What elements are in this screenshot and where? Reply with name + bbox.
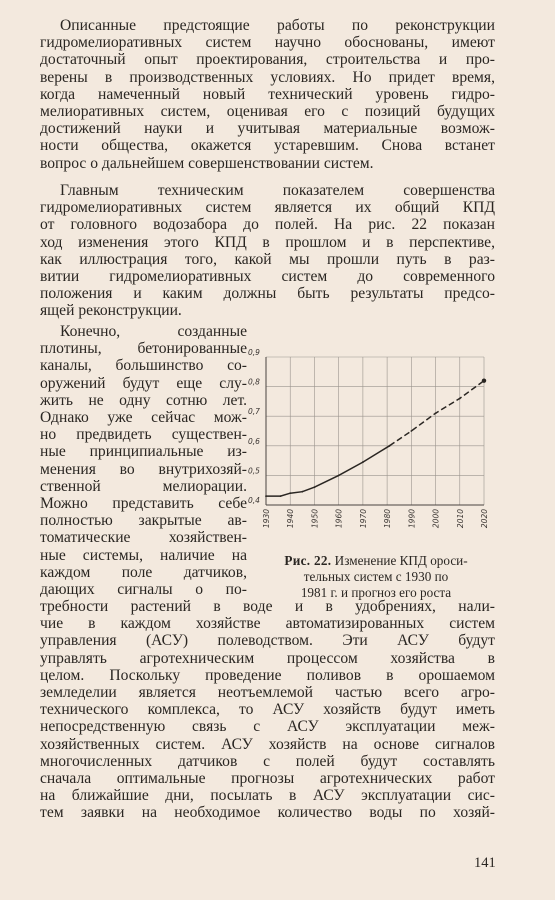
- y-tick-label: 0,8: [248, 377, 260, 387]
- text-line: Однако уже сейчас мож-: [40, 409, 247, 426]
- x-tick-label: 1990: [407, 509, 417, 529]
- text-line: мелиоративных систем, оценивая его с позиций будущих: [40, 103, 495, 120]
- x-tick-label: 1930: [262, 509, 271, 529]
- figure-caption-line-1: Рис. 22. Изменение КПД ороси-: [284, 553, 468, 568]
- data-point: [435, 412, 437, 414]
- text-line: гидромелиоративных систем научно обоснованы, имеют: [40, 34, 495, 52]
- text-line: витии гидромелиоративных систем до современного: [40, 268, 495, 285]
- text-line: когда намеченный новый технический уровень гидро-: [40, 85, 495, 103]
- data-point: [280, 495, 282, 497]
- text-line: каждом поле датчиков,: [40, 563, 247, 581]
- y-axis-ticks: [248, 348, 260, 505]
- data-point: [301, 491, 303, 493]
- x-tick-label: 2020: [480, 509, 489, 529]
- text-line: непосредственную связь с АСУ эксплуатации меж-: [40, 718, 495, 736]
- text-line: требности растений в воде и в удобрениях, нали-: [40, 598, 495, 615]
- x-tick-label: 1980: [383, 509, 393, 529]
- text-line: дающих сигналы о по-: [40, 581, 247, 598]
- end-point-marker: [482, 378, 486, 382]
- data-point: [410, 430, 412, 432]
- text-line: ход изменения этого КПД в прошлом и в перспективе,: [40, 233, 495, 251]
- y-tick-label: 0,6: [248, 436, 260, 446]
- text-line: сначала оптимальные прогнозы агротехнических работ: [40, 770, 495, 787]
- x-tick-label: 1950: [310, 509, 320, 529]
- text-line: ные принципиальные из-: [40, 443, 247, 461]
- data-point: [314, 486, 316, 488]
- text-line: гидромелиоративных систем является их общий КПД: [40, 199, 495, 217]
- page-number: 141: [474, 855, 496, 871]
- text-line: на ближайшие дни, посылать в АСУ эксплуатации сис-: [40, 787, 495, 805]
- text-line: управления (АСУ) полеводством. Эти АСУ будут: [40, 632, 495, 650]
- series-line-solid: [266, 446, 390, 496]
- text-line: ности общества, окажется устаревшим. Снова встанет: [40, 137, 495, 155]
- text-line: Главным техническим показателем совершенства: [60, 182, 495, 199]
- text-line: положения и каким должны быть результаты предсо-: [40, 285, 495, 303]
- text-line: управлять агротехническим процессом хозяйства в: [40, 649, 495, 667]
- data-point: [362, 461, 364, 463]
- y-tick-label: 0,5: [248, 466, 260, 476]
- text-line: полностью закрытые ав-: [40, 512, 247, 530]
- data-point: [459, 398, 461, 400]
- text-line: верены в производственных условиях. Но придет время,: [40, 68, 495, 86]
- text-line: жить не одну сотню лет.: [40, 391, 247, 409]
- figure-caption-lead: Рис. 22.: [284, 553, 332, 568]
- data-point: [265, 495, 267, 497]
- figure-caption-line-3: 1981 г. и прогноз его роста: [300, 585, 452, 600]
- text-line: плотины, бетонированные: [40, 340, 247, 358]
- text-line: но предвидеть существен-: [40, 426, 247, 444]
- text-line: Конечно, созданные: [60, 323, 247, 340]
- chart-series: [265, 378, 486, 497]
- data-point: [338, 475, 340, 477]
- text-line: ящей реконструкции.: [40, 302, 182, 320]
- text-line: Можно представить себе: [40, 495, 247, 512]
- text-line: томатические хозяйствен-: [40, 529, 247, 547]
- x-tick-label: 2010: [455, 509, 465, 529]
- x-tick-label: 1970: [358, 509, 368, 529]
- x-tick-label: 2000: [431, 509, 441, 529]
- text-line: вопрос о дальнейшем совершенствовании систем.: [40, 154, 374, 172]
- figure-22-chart: [246, 345, 496, 545]
- y-tick-label: 0,9: [248, 348, 260, 357]
- text-line: достаточный опыт проектирования, строительства и про-: [40, 51, 495, 69]
- chart-grid: [266, 357, 484, 505]
- text-line: ные системы, наличие на: [40, 546, 247, 564]
- figure-caption-line-2: тельных систем с 1930 по: [303, 569, 449, 584]
- y-tick-label: 0,7: [248, 407, 260, 417]
- x-tick-label: 1940: [286, 509, 296, 529]
- text-line: тем заявки на необходимое количество воды по хозяй-: [40, 804, 495, 822]
- text-line: как иллюстрация того, какой мы прошли путь в раз-: [40, 250, 495, 268]
- text-line: от головного водозабора до полей. На рис. 22 показан: [40, 216, 495, 234]
- text-line: технического комплекса, то АСУ хозяйств будут иметь: [40, 701, 495, 719]
- text-line: оружений будут еще слу-: [40, 374, 247, 392]
- data-point: [389, 445, 391, 447]
- text-line: земледелии является неотъемлемой частью всего агро-: [40, 684, 495, 701]
- text-line: менения во внутрихозяй-: [40, 460, 247, 478]
- text-line: многочисленных датчиков с полей будут составлять: [40, 752, 495, 770]
- text-line: ственной мелиорации.: [40, 477, 247, 495]
- x-tick-label: 1960: [334, 509, 344, 529]
- text-line: достижений науки и учитывая материальные возмож-: [40, 120, 495, 138]
- y-tick-label: 0,4: [248, 496, 260, 505]
- text-line: целом. Поскольку проведение поливов в орошаемом: [40, 666, 495, 684]
- text-line: Описанные предстоящие работы по реконструкции: [60, 17, 495, 34]
- text-line: хозяйственных систем. АСУ хозяйств на основе сигналов: [40, 735, 495, 753]
- x-axis-ticks: [262, 509, 489, 528]
- text-line: каналы, большинство со-: [40, 357, 247, 375]
- text-line: чие в каждом хозяйстве автоматизированных систем: [40, 615, 495, 633]
- series-line-dashed: [390, 381, 485, 446]
- data-point: [289, 492, 291, 494]
